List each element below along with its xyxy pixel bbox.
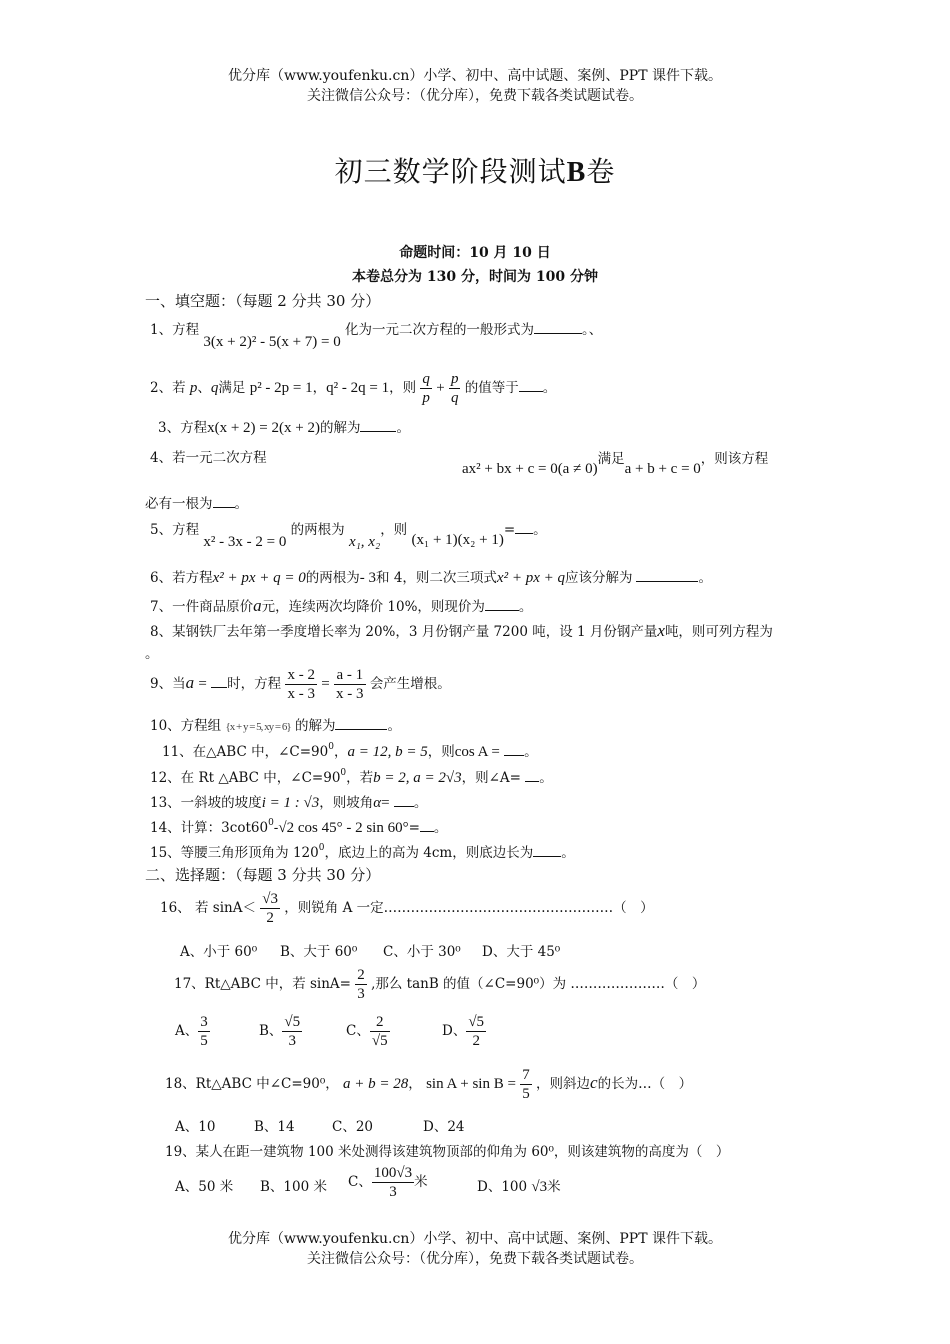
q2-var-q: q xyxy=(210,380,219,396)
q10-text-2: 的解为 xyxy=(294,718,336,734)
q17-option-b[interactable] xyxy=(259,1013,302,1050)
q17-a-fraction xyxy=(198,1013,210,1050)
q2-eq-1: p² - 2p = 1 xyxy=(249,380,313,396)
header-line-1: 优分库（www.youfenku.cn）小学、初中、高中试题、案例、PPT 课件下载。 xyxy=(227,68,722,84)
q2-f1-num: q xyxy=(422,371,430,387)
q18-sum: a + b = 28 xyxy=(343,1076,409,1092)
q15-blank[interactable] xyxy=(533,856,561,857)
q7-text-1: 7、一件商品原价 xyxy=(150,599,254,615)
q8-tail: 。 xyxy=(145,646,159,662)
title-bold: B xyxy=(566,157,587,188)
q13-eq: = xyxy=(381,795,390,811)
q2-fraction-1 xyxy=(420,370,432,407)
question-4-line-2 xyxy=(145,492,248,512)
question-7 xyxy=(150,595,532,616)
q5-then: ，则 xyxy=(380,522,408,538)
question-15 xyxy=(150,841,575,861)
q17-option-d[interactable] xyxy=(442,1013,486,1050)
q19-option-d[interactable] xyxy=(477,1175,561,1196)
q3-text: 的解为 xyxy=(319,420,361,436)
q10-text-1: 10、方程组 xyxy=(150,718,222,734)
q2-f2-num: p xyxy=(450,371,459,387)
q9-var: a xyxy=(185,673,195,692)
header-line-2: 关注微信公众号：（优分库），免费下载各类试题试卷。 xyxy=(307,88,643,104)
q9-blank[interactable] xyxy=(211,687,227,688)
q1-equation: 3(x + 2)² - 5(x + 7) = 0 xyxy=(203,334,341,350)
footer-line-2: 关注微信公众号：（优分库），免费下载各类试题试卷。 xyxy=(307,1251,643,1267)
q5-equation: x² - 3x - 2 = 0 xyxy=(203,534,287,550)
q17-f-den: 3 xyxy=(357,986,365,1002)
question-1 xyxy=(150,318,603,350)
q18-sin-sum: sin A + sin B = xyxy=(426,1076,516,1092)
q5-end: 。 xyxy=(533,522,547,538)
q4-condition: a + b + c = 0 xyxy=(624,461,701,477)
q14-text-1: 14、计算：3cot60 xyxy=(150,820,269,836)
q19-c-num: 100√3 xyxy=(373,1165,413,1181)
q7-text-2: 元，连续两次均降价 10%，则现价为 xyxy=(261,599,485,615)
question-11 xyxy=(162,740,538,761)
q14-sup: 0 xyxy=(268,818,274,828)
q8-var: x xyxy=(657,621,665,640)
q17-a-label: A、 xyxy=(175,1023,199,1039)
q6-tail: 。 xyxy=(698,570,712,586)
q13-tail: 。 xyxy=(413,795,428,811)
q10-blank[interactable] xyxy=(335,729,387,730)
question-2: 2、若 p、q满足 p² - 2p = 1，q² - 2q = 1，则 $\frac{q}{p}$ + $\frac{p}{q}$ 的值等于 。 xyxy=(150,371,557,406)
q17-c-num: 2 xyxy=(370,1013,390,1032)
q18-option-d[interactable]: D、24 xyxy=(423,1119,465,1135)
q17-c-den: √5 xyxy=(371,1033,388,1049)
page-title xyxy=(0,150,950,190)
q13-alpha: α xyxy=(373,795,382,811)
q18-text-1: 18、Rt△ABC 中∠C=90⁰， xyxy=(165,1076,339,1092)
q2-var-p: p xyxy=(189,380,198,396)
q18-f-num: 7 xyxy=(522,1067,530,1083)
q14-blank[interactable] xyxy=(420,831,434,832)
q12-sup: 0 xyxy=(340,768,347,778)
q2-mid: 满足 xyxy=(218,380,246,396)
q12-text-2: ，若 xyxy=(346,770,374,786)
q16-fraction xyxy=(260,890,280,927)
q4-blank[interactable] xyxy=(213,507,235,508)
question-9 xyxy=(150,666,451,703)
q10-tail: 。 xyxy=(387,718,401,734)
q11-cos: cos A = xyxy=(454,744,500,760)
q16-option-a[interactable]: A、小于 60⁰ xyxy=(180,944,258,960)
question-13 xyxy=(150,791,427,812)
q17-c-label: C、 xyxy=(346,1023,370,1039)
q2-tail: 。 xyxy=(542,380,557,396)
q2-eq-2: q² - 2q = 1 xyxy=(326,380,390,396)
q9-f1-num: x - 2 xyxy=(287,667,315,683)
q4-mid: 满足 xyxy=(597,451,625,467)
question-16 xyxy=(160,890,654,927)
q1-text: 化为一元二次方程的一般形式为 xyxy=(345,322,535,338)
q2-f1-den: p xyxy=(422,390,430,406)
q18-text-3: 的长为…（ ） xyxy=(597,1076,693,1092)
q11-text-1: 11、在△ABC 中，∠C=90 xyxy=(162,744,329,760)
q16-text-2: ，则锐角 A 一定……………………………………………（ ） xyxy=(284,900,654,916)
q4-line2-text: 必有一根为 xyxy=(145,496,213,512)
q17-d-num: √5 xyxy=(468,1014,485,1030)
q18-f-den: 5 xyxy=(522,1086,530,1102)
q17-b-num: √5 xyxy=(284,1014,301,1030)
q11-sup: 0 xyxy=(328,742,334,752)
question-5 xyxy=(150,518,547,550)
title-suffix: 卷 xyxy=(586,155,616,188)
q3-blank[interactable] xyxy=(360,431,396,432)
q12-text-1: 12、在 Rt △ABC 中，∠C=90 xyxy=(150,770,341,786)
q5-eq: = xyxy=(503,522,516,538)
exam-score-time: 本卷总分为 130 分，时间为 100 分钟 xyxy=(352,269,598,285)
q19-c-den: 3 xyxy=(389,1184,397,1200)
q2-blank[interactable] xyxy=(519,391,543,392)
q19-c-label: C、 xyxy=(348,1174,372,1190)
section-1-title: 一、填空题：（每题 2 分共 30 分） xyxy=(145,292,381,310)
exam-date: 命题时间：10 月 10 日 xyxy=(399,245,551,261)
q7-blank[interactable] xyxy=(485,610,519,611)
q2-plus: + xyxy=(436,380,445,396)
q4-equation: ax² + bx + c = 0(a ≠ 0) xyxy=(462,461,598,477)
q11-tail: 。 xyxy=(524,744,538,760)
q11-text-3: ，则 xyxy=(427,744,455,760)
q11-values: a = 12, b = 5 xyxy=(347,744,428,760)
q14-eq: = xyxy=(408,820,420,836)
q19-option-c[interactable] xyxy=(348,1164,428,1201)
q5-roots: x₁, x₂ xyxy=(348,534,381,550)
q5-blank[interactable] xyxy=(515,533,533,534)
question-8 xyxy=(150,620,773,641)
q10-system: {x + y = 5, xy = 6} xyxy=(225,721,291,733)
q18-sep: ， xyxy=(408,1076,422,1092)
q6-text-1: 6、若方程 xyxy=(150,570,213,586)
q17-f-num: 2 xyxy=(357,967,365,983)
q6-root: - 3 xyxy=(359,570,377,586)
q16-text-1: 16、 若 sinA＜ xyxy=(160,900,256,916)
q17-option-a[interactable] xyxy=(175,1013,210,1050)
q7-tail: 。 xyxy=(518,599,533,615)
q6-equation: x² + px + q = 0 xyxy=(212,570,306,586)
q2-label: 2、若 xyxy=(150,380,186,396)
q15-text-2: ，底边上的高为 4cm，则底边长为 xyxy=(324,845,534,861)
q17-d-fraction xyxy=(466,1013,486,1050)
q15-sup: 0 xyxy=(318,843,325,853)
q17-d-den: 2 xyxy=(472,1033,480,1049)
q19-c-fraction xyxy=(372,1164,414,1201)
q1-tail: 。、 xyxy=(582,322,603,338)
q9-eq: = xyxy=(198,676,207,692)
q13-text-1: 13、一斜坡的坡度 xyxy=(150,795,262,811)
q14-expression: √2 cos 45° - 2 sin 60° xyxy=(278,820,409,836)
q9-fraction-1 xyxy=(285,666,317,703)
q18-fraction xyxy=(520,1066,532,1103)
q6-trinomial: x² + px + q xyxy=(496,570,565,586)
q9-f1-den: x - 3 xyxy=(287,686,315,702)
question-6 xyxy=(150,566,712,587)
q9-text-2: 时，方程 xyxy=(227,676,282,692)
q4-text: ，则该方程 xyxy=(700,451,769,467)
q18-option-c[interactable]: C、20 xyxy=(332,1119,374,1135)
q9-text-3: 会产生增根。 xyxy=(369,676,451,692)
q3-tail: 。 xyxy=(396,420,410,436)
q13-text-2: ，则坡角 xyxy=(319,795,374,811)
q12-tail: 。 xyxy=(539,770,553,786)
q16-option-d[interactable]: D、大于 45⁰ xyxy=(482,944,561,960)
question-3 xyxy=(158,416,410,437)
q2-then: ，则 xyxy=(389,380,417,396)
q4-tail: 。 xyxy=(234,496,248,512)
q17-c-fraction xyxy=(370,1013,390,1050)
section-2-title: 二、选择题：（每题 3 分共 30 分） xyxy=(145,866,381,884)
q3-label: 3、方程 xyxy=(158,420,208,436)
q2-fraction-2 xyxy=(449,370,461,407)
q12-text-3: ，则∠A= xyxy=(461,770,521,786)
q17-d-label: D、 xyxy=(442,1023,467,1039)
q19-c-unit: 米 xyxy=(414,1174,428,1190)
q1-label: 1、方程 xyxy=(150,322,200,338)
q14-tail: 。 xyxy=(433,820,448,836)
question-17 xyxy=(174,966,705,1003)
question-14 xyxy=(150,816,447,837)
q9-f2-den: x - 3 xyxy=(336,686,364,702)
q9-eq-2: = xyxy=(321,676,330,692)
q18-option-b[interactable]: B、14 xyxy=(254,1119,295,1135)
q13-slope: i = 1 : √3 xyxy=(261,795,320,811)
q19-option-b[interactable]: B、100 米 xyxy=(260,1179,327,1195)
q19-option-a[interactable]: A、50 米 xyxy=(175,1179,234,1195)
q7-var: a xyxy=(253,596,262,615)
question-19: 19、某人在距一建筑物 100 米处测得该建筑物顶部的仰角为 60⁰，则该建筑物的高度为（ ） xyxy=(165,1144,730,1160)
q17-b-label: B、 xyxy=(259,1023,283,1039)
q16-f-den: 2 xyxy=(266,910,274,926)
q19-d-label: D、100 xyxy=(477,1179,528,1195)
q15-text-1: 15、等腰三角形顶角为 120 xyxy=(150,845,319,861)
q17-b-fraction xyxy=(282,1013,302,1050)
q2-sep: 、 xyxy=(197,380,211,396)
q18-text-2: ，则斜边 xyxy=(536,1076,591,1092)
q13-blank[interactable] xyxy=(394,806,414,807)
q12-blank[interactable] xyxy=(525,781,539,782)
q2-f2-den: q xyxy=(450,390,459,406)
q9-f2-num: a - 1 xyxy=(334,666,366,685)
footer-line-1: 优分库（www.youfenku.cn）小学、初中、高中试题、案例、PPT 课件下载。 xyxy=(227,1231,722,1247)
q5-mid: 的两根为 xyxy=(290,522,345,538)
q6-text-3: 和 4，则二次三项式 xyxy=(376,570,497,586)
q17-option-c[interactable] xyxy=(346,1013,390,1050)
q17-a-den: 5 xyxy=(200,1033,208,1049)
question-4-label: 4、若一元二次方程 xyxy=(150,450,267,466)
q6-text-2: 的两根为 xyxy=(305,570,360,586)
q17-text-2: ,那么 tanB 的值（∠C=90⁰）为 …………………（ ） xyxy=(371,976,706,992)
q12-values: b = 2, a = 2√3 xyxy=(373,770,462,786)
q8-text-2: 吨，则可列方程为 xyxy=(664,624,773,640)
q5-expression: (x₁ + 1)(x₂ + 1) xyxy=(411,532,504,548)
title-text: 初三数学阶段测试 xyxy=(334,155,567,188)
question-4-body xyxy=(462,447,769,477)
q6-text-4: 应该分解为 xyxy=(564,570,633,586)
q11-blank[interactable] xyxy=(504,755,524,756)
q11-text-2: ， xyxy=(333,744,348,760)
q17-fraction xyxy=(355,966,367,1003)
q17-text-1: 17、Rt△ABC 中，若 sinA= xyxy=(174,976,351,992)
q2-text: 的值等于 xyxy=(464,380,519,396)
q1-blank[interactable] xyxy=(534,333,582,334)
question-18 xyxy=(165,1066,692,1103)
q18-var: c xyxy=(590,1073,598,1092)
q16-option-c[interactable]: C、小于 30⁰ xyxy=(383,944,461,960)
q6-blank[interactable] xyxy=(636,581,698,582)
q15-tail: 。 xyxy=(561,845,575,861)
question-10 xyxy=(150,714,401,734)
q5-label: 5、方程 xyxy=(150,522,200,538)
q17-b-den: 3 xyxy=(288,1033,297,1049)
q16-option-b[interactable]: B、大于 60⁰ xyxy=(280,944,358,960)
q19-d-value: √3 xyxy=(531,1179,548,1195)
q18-option-a[interactable]: A、10 xyxy=(175,1119,216,1135)
q17-a-num: 3 xyxy=(200,1014,208,1030)
q14-minus: - xyxy=(273,820,279,836)
q9-text-1: 9、当 xyxy=(150,676,186,692)
q8-text-1: 8、某钢铁厂去年第一季度增长率为 20%，3 月份钢产量 7200 吨，设 1 月份钢产量 xyxy=(150,624,658,640)
q16-f-num: √3 xyxy=(262,891,278,907)
q3-equation: x(x + 2) = 2(x + 2) xyxy=(207,420,320,436)
q19-d-unit: 米 xyxy=(547,1179,561,1195)
q9-fraction-2 xyxy=(334,666,366,703)
question-12 xyxy=(150,766,553,787)
